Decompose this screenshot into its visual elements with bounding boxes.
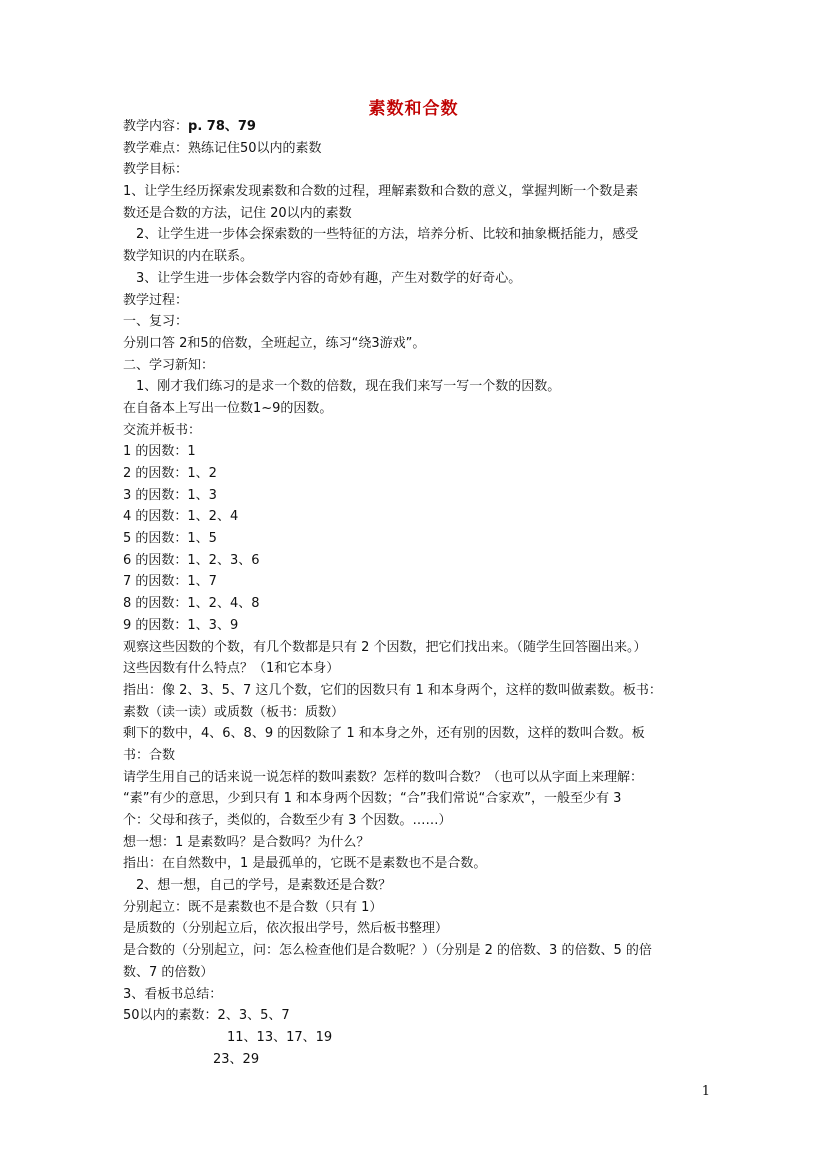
text-line: 11、13、17、19 <box>227 1029 333 1045</box>
text-line: 教学难点：熟练记住50以内的素数 <box>123 140 322 156</box>
text-line: 数还是合数的方法，记住 20以内的素数 <box>123 205 352 221</box>
text-line: 23、29 <box>213 1051 260 1067</box>
text-line: 3 的因数：1、3 <box>123 487 217 503</box>
text-line: 想一想：1 是素数吗？是合数吗？为什么？ <box>123 834 370 850</box>
text-line: 在自备本上写出一位数1~9的因数。 <box>123 400 333 416</box>
document-body <box>123 116 706 1070</box>
text-line: 6 的因数：1、2、3、6 <box>123 552 260 568</box>
text-line: 4 的因数：1、2、4 <box>123 509 239 525</box>
text-line: 二、学习新知： <box>123 357 215 373</box>
text-line: 个：父母和孩子，类似的，合数至少有 3 个因数。……） <box>123 813 452 828</box>
text-line: 教学内容：p. 78、79 <box>123 119 256 134</box>
text-line: 2 的因数：1、2 <box>123 466 217 481</box>
text-line: 50以内的素数：2、3、5、7 <box>123 1008 290 1024</box>
text-line: 1 的因数：1 <box>123 444 196 460</box>
text-line: 剩下的数中，4、6、8、9 的因数除了 1 和本身之外，还有别的因数，这样的数叫合数。板 <box>123 726 645 742</box>
text-line: 数学知识的内在联系。 <box>123 249 254 265</box>
text-line: 指出：像 2、3、5、7 这几个数，它们的因数只有 1 和本身两个，这样的数叫做素数。板书： <box>123 682 662 698</box>
text-line: 1、让学生经历探索发现素数和合数的过程，理解素数和合数的意义，掌握判断一个数是素 <box>123 184 639 200</box>
text-line: 5 的因数：1、5 <box>123 531 217 547</box>
text-line: 2、想一想，自己的学号，是素数还是合数？ <box>136 878 392 894</box>
text-line: 7 的因数：1、7 <box>123 574 217 590</box>
text-line: 数、7 的倍数） <box>123 964 214 980</box>
text-line: 书：合数 <box>123 747 176 763</box>
text-line: 8 的因数：1、2、4、8 <box>123 596 260 612</box>
text-line: “素”有少的意思，少到只有 1 和本身两个因数；“合”我们常说“合家欢”，一般至少有 3 <box>123 791 622 807</box>
text-line: 请学生用自己的话来说一说怎样的数叫素数？怎样的数叫合数？（也可以从字面上来理解： <box>123 769 644 785</box>
text-line: 教学目标： <box>123 162 189 178</box>
text-line: 教学过程： <box>123 292 189 308</box>
page-reference: p. 78、79 <box>188 119 256 134</box>
text-line: 素数（读一读）或质数（板书：质数） <box>123 704 345 720</box>
text-line: 3、让学生进一步体会数学内容的奇妙有趣，产生对数学的好奇心。 <box>136 270 522 286</box>
text-line: 9 的因数：1、3、9 <box>123 617 239 633</box>
text-line: 交流并板书： <box>123 422 202 438</box>
text-line: 分别口答 2和5的倍数，全班起立，练习“绕3游戏”。 <box>123 335 426 351</box>
text-line: 2、让学生进一步体会探索数的一些特征的方法，培养分析、比较和抽象概括能力，感受 <box>136 227 639 243</box>
text-line: 1、刚才我们练习的是求一个数的倍数，现在我们来写一写一个数的因数。 <box>136 379 561 395</box>
text-line: 3、看板书总结： <box>123 986 223 1002</box>
document-title: 素数和合数 <box>368 99 459 119</box>
text-line: 分别起立：既不是素数也不是合数（只有 1） <box>123 899 383 915</box>
text-line: 是合数的（分别起立，问：怎么检查他们是合数呢？）（分别是 2 的倍数、3 的倍数、5 的倍 <box>123 943 652 959</box>
page-number: 1 <box>701 1084 710 1099</box>
text-line: 是质数的（分别起立后，依次报出学号，然后板书整理） <box>123 921 449 937</box>
text-line: 这些因数有什么特点？（1和它本身） <box>123 661 340 677</box>
text-line: 指出：在自然数中，1 是最孤单的，它既不是素数也不是合数。 <box>123 856 487 872</box>
text-line: 观察这些因数的个数，有几个数都是只有 2 个因数，把它们找出来。（随学生回答圈出来。） <box>123 639 647 655</box>
text-line: 一、复习： <box>123 314 189 330</box>
